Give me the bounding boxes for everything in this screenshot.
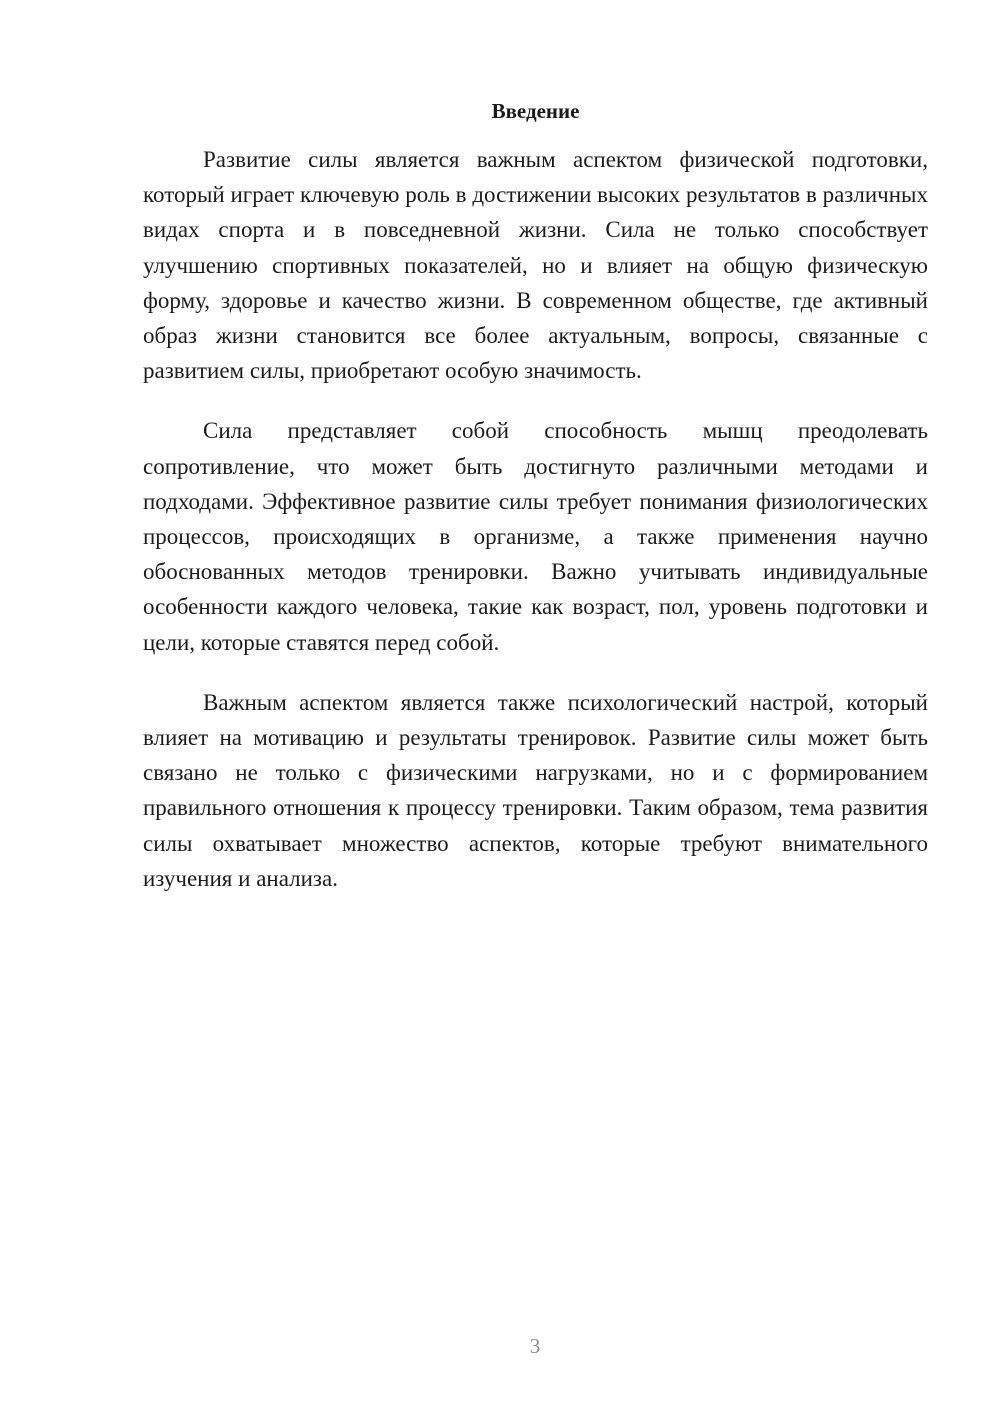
paragraph-2: Сила представляет собой способность мышц преодолевать сопротивление, что может быть достигнуто различными методами и подходами. Эффективное развитие силы требует понимания физиологических процессов, происходящих в организме, а также применения научно обоснованных методов тренировки. Важно учитывать индивидуальные особенности каждого человека, такие как возраст, пол, уровень подготовки и цели, которые ставятся перед собой.	[143, 418, 928, 655]
body-text	[143, 142, 928, 921]
paragraph-3: Важным аспектом является также психологический настрой, который влияет на мотивацию и результаты тренировок. Развитие силы может быть связано не только с физическими нагрузками, но и с формированием правильного отношения к процессу тренировки. Таким образом, тема развития силы охватывает множество аспектов, которые требуют внимательного изучения и анализа.	[143, 689, 928, 891]
page-number: 3	[529, 1334, 541, 1358]
paragraph-1: Развитие силы является важным аспектом физической подготовки, который играет ключевую роль в достижении высоких результатов в различных видах спорта и в повседневной жизни. Сила не только способствует улучшению спортивных показателей, но и влияет на общую физическую форму, здоровье и качество жизни. В современном обществе, где активный образ жизни становится все более актуальным, вопросы, связанные с развитием силы, приобретают особую значимость.	[143, 147, 928, 384]
section-heading: Введение	[491, 99, 580, 123]
